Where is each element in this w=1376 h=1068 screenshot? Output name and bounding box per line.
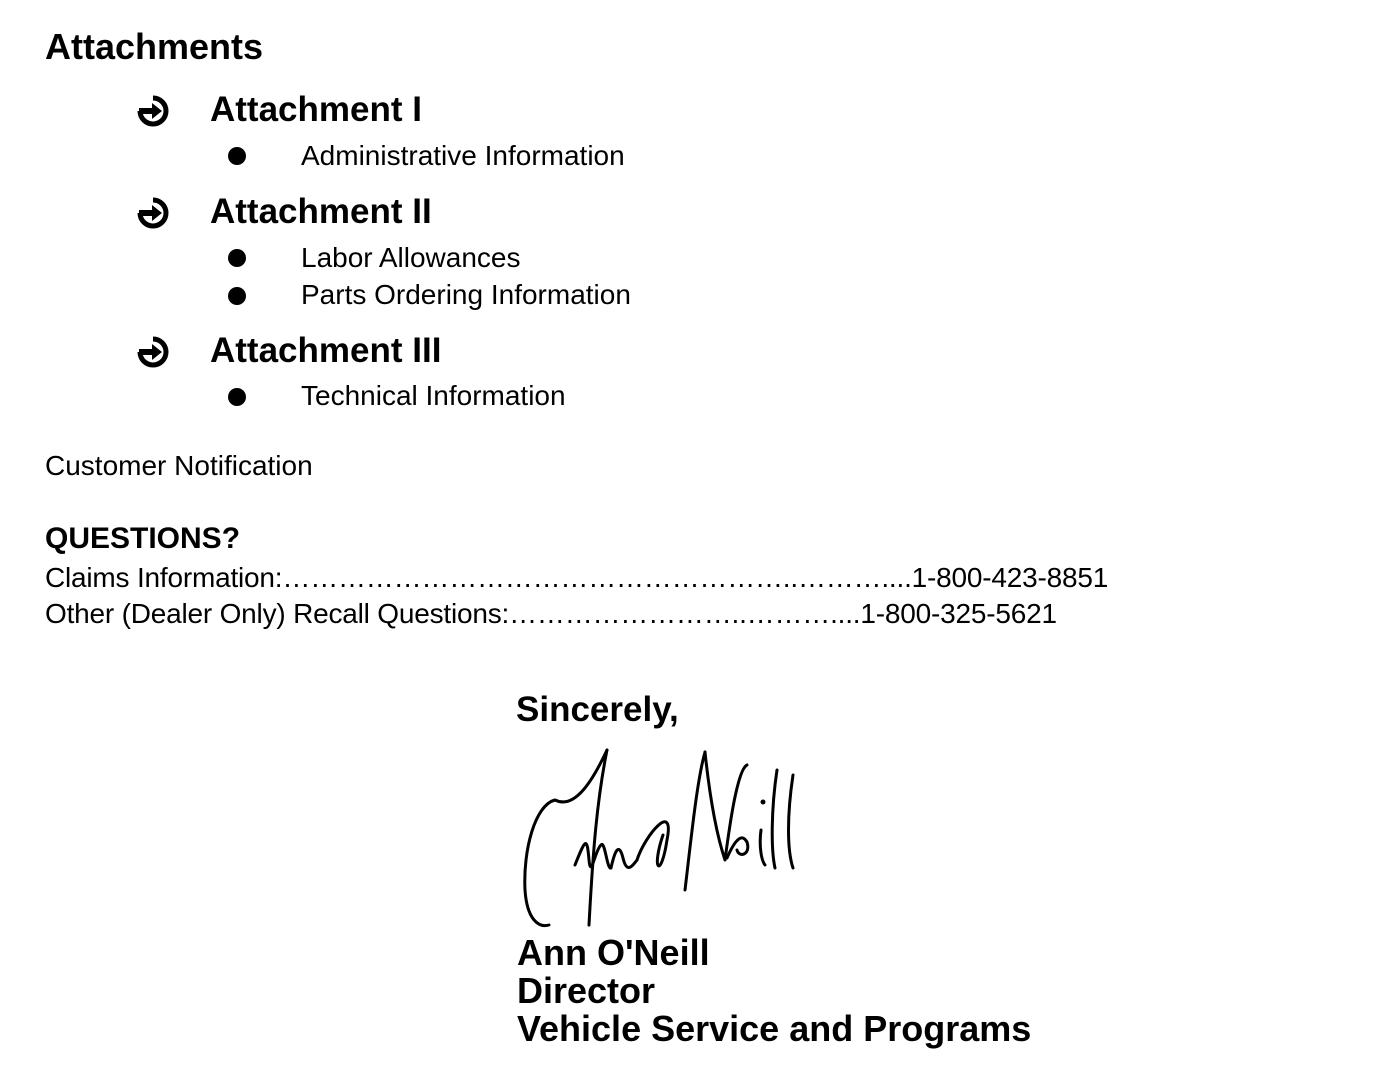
signature-image [515, 740, 815, 935]
contact-label: Claims Information: [45, 562, 283, 593]
contact-phone: 1-800-325-5621 [860, 598, 1057, 629]
questions-heading: QUESTIONS? [45, 522, 241, 555]
arrow-right-circle-icon [136, 196, 170, 230]
signer-name: Ann O'Neill [517, 932, 710, 973]
attachment-3-item-1: Technical Information [301, 380, 566, 411]
contact-leader-dots: ………………………………………………..……….... [282, 562, 912, 593]
attachment-2-item-1: Labor Allowances [301, 242, 521, 273]
contact-row-recall [45, 598, 1057, 630]
attachment-2-item-2: Parts Ordering Information [301, 279, 631, 310]
attachment-3-title: Attachment III [210, 331, 442, 370]
attachment-1-item-1: Administrative Information [301, 140, 625, 171]
attachment-1-title: Attachment I [210, 90, 422, 129]
bullet-icon [228, 249, 246, 267]
attachment-2-title: Attachment II [210, 192, 432, 231]
arrow-right-circle-icon [136, 94, 170, 128]
contact-phone: 1-800-423-8851 [911, 562, 1109, 593]
bullet-icon [228, 147, 246, 165]
bullet-icon [228, 388, 246, 406]
contact-row-claims [45, 562, 1108, 594]
bullet-icon [228, 287, 246, 305]
closing-salutation: Sincerely, [516, 690, 679, 729]
attachments-heading: Attachments [45, 26, 264, 67]
contact-leader-dots: ……………………..……….... [509, 598, 861, 629]
customer-notification: Customer Notification [45, 450, 313, 481]
contact-label: Other (Dealer Only) Recall Questions: [45, 598, 510, 629]
signer-department: Vehicle Service and Programs [517, 1008, 1032, 1049]
signer-title: Director [517, 970, 656, 1011]
arrow-right-circle-icon [136, 335, 170, 369]
